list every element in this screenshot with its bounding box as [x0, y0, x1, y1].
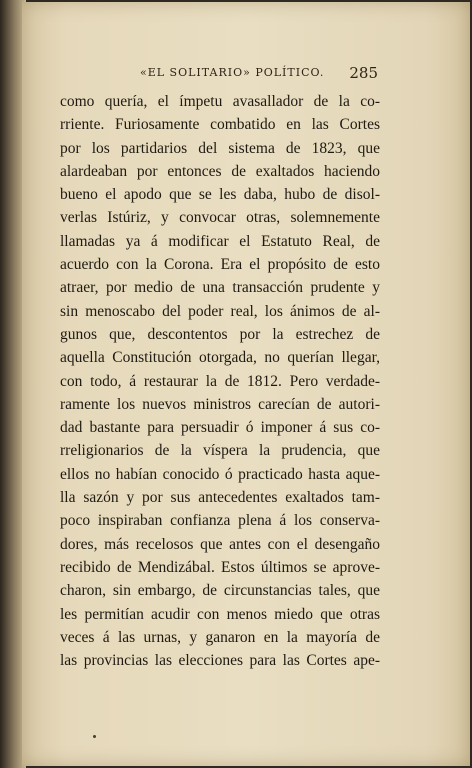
running-header [140, 64, 378, 84]
text-line: recibido de Mendizábal. Estos últimos se aprove- [60, 558, 380, 576]
text-line: sin menoscabo del poder real, los ánimos de al- [60, 302, 380, 320]
text-line: gunos que, descontentos por la estrechez de [60, 325, 380, 343]
text-line: ellos no habían conocido ó practicado hasta aque- [60, 465, 380, 483]
text-line: poco inspiraban confianza plena á los conserva- [60, 512, 380, 530]
text-line: lla sazón y por sus antecedentes exaltados tam- [60, 489, 380, 507]
text-line: las provincias las elecciones para las Cortes ape- [60, 652, 380, 670]
text-line: verlas Istúriz, y convocar otras, solemnemente [60, 209, 380, 227]
text-line: alardeaban por entonces de exaltados haciendo [60, 162, 380, 180]
text-line: dores, más recelosos que antes con el desengaño [60, 535, 380, 553]
ink-speck [93, 735, 96, 738]
text-line: rreligionarios de la víspera la prudencia, que [60, 442, 380, 460]
text-line: bueno el apodo que se les daba, hubo de disol- [60, 186, 380, 204]
text-line: acuerdo con la Corona. Era el propósito de esto [60, 256, 380, 274]
text-line: charon, sin embargo, de circunstancias tales, que [60, 582, 380, 600]
text-line: como quería, el ímpetu avasallador de la co- [60, 93, 380, 110]
text-line: ramente los nuevos ministros carecían de autori- [60, 395, 380, 413]
text-line: rriente. Furiosamente combatido en las Cortes [60, 116, 380, 134]
text-line: aquella Constitución otorgada, no querían llegar, [60, 349, 380, 367]
text-line: por los partidarios del sistema de 1823, que [60, 139, 380, 157]
running-title: «EL SOLITARIO» POLÍTICO. [140, 66, 325, 79]
text-line: con todo, á restaurar la de 1812. Pero verdade- [60, 372, 380, 390]
text-line: atraer, por medio de una transacción prudente y [60, 279, 380, 297]
body-text [60, 90, 380, 672]
text-line: llamadas ya á modificar el Estatuto Real, de [60, 232, 380, 250]
page-number: 285 [349, 64, 378, 82]
text-line: dad bastante para persuadir ó imponer á sus co- [60, 419, 380, 437]
text-line: les permitían acudir con menos miedo que otras [60, 605, 380, 623]
text-line: veces á las urnas, y ganaron en la mayoría de [60, 628, 380, 646]
